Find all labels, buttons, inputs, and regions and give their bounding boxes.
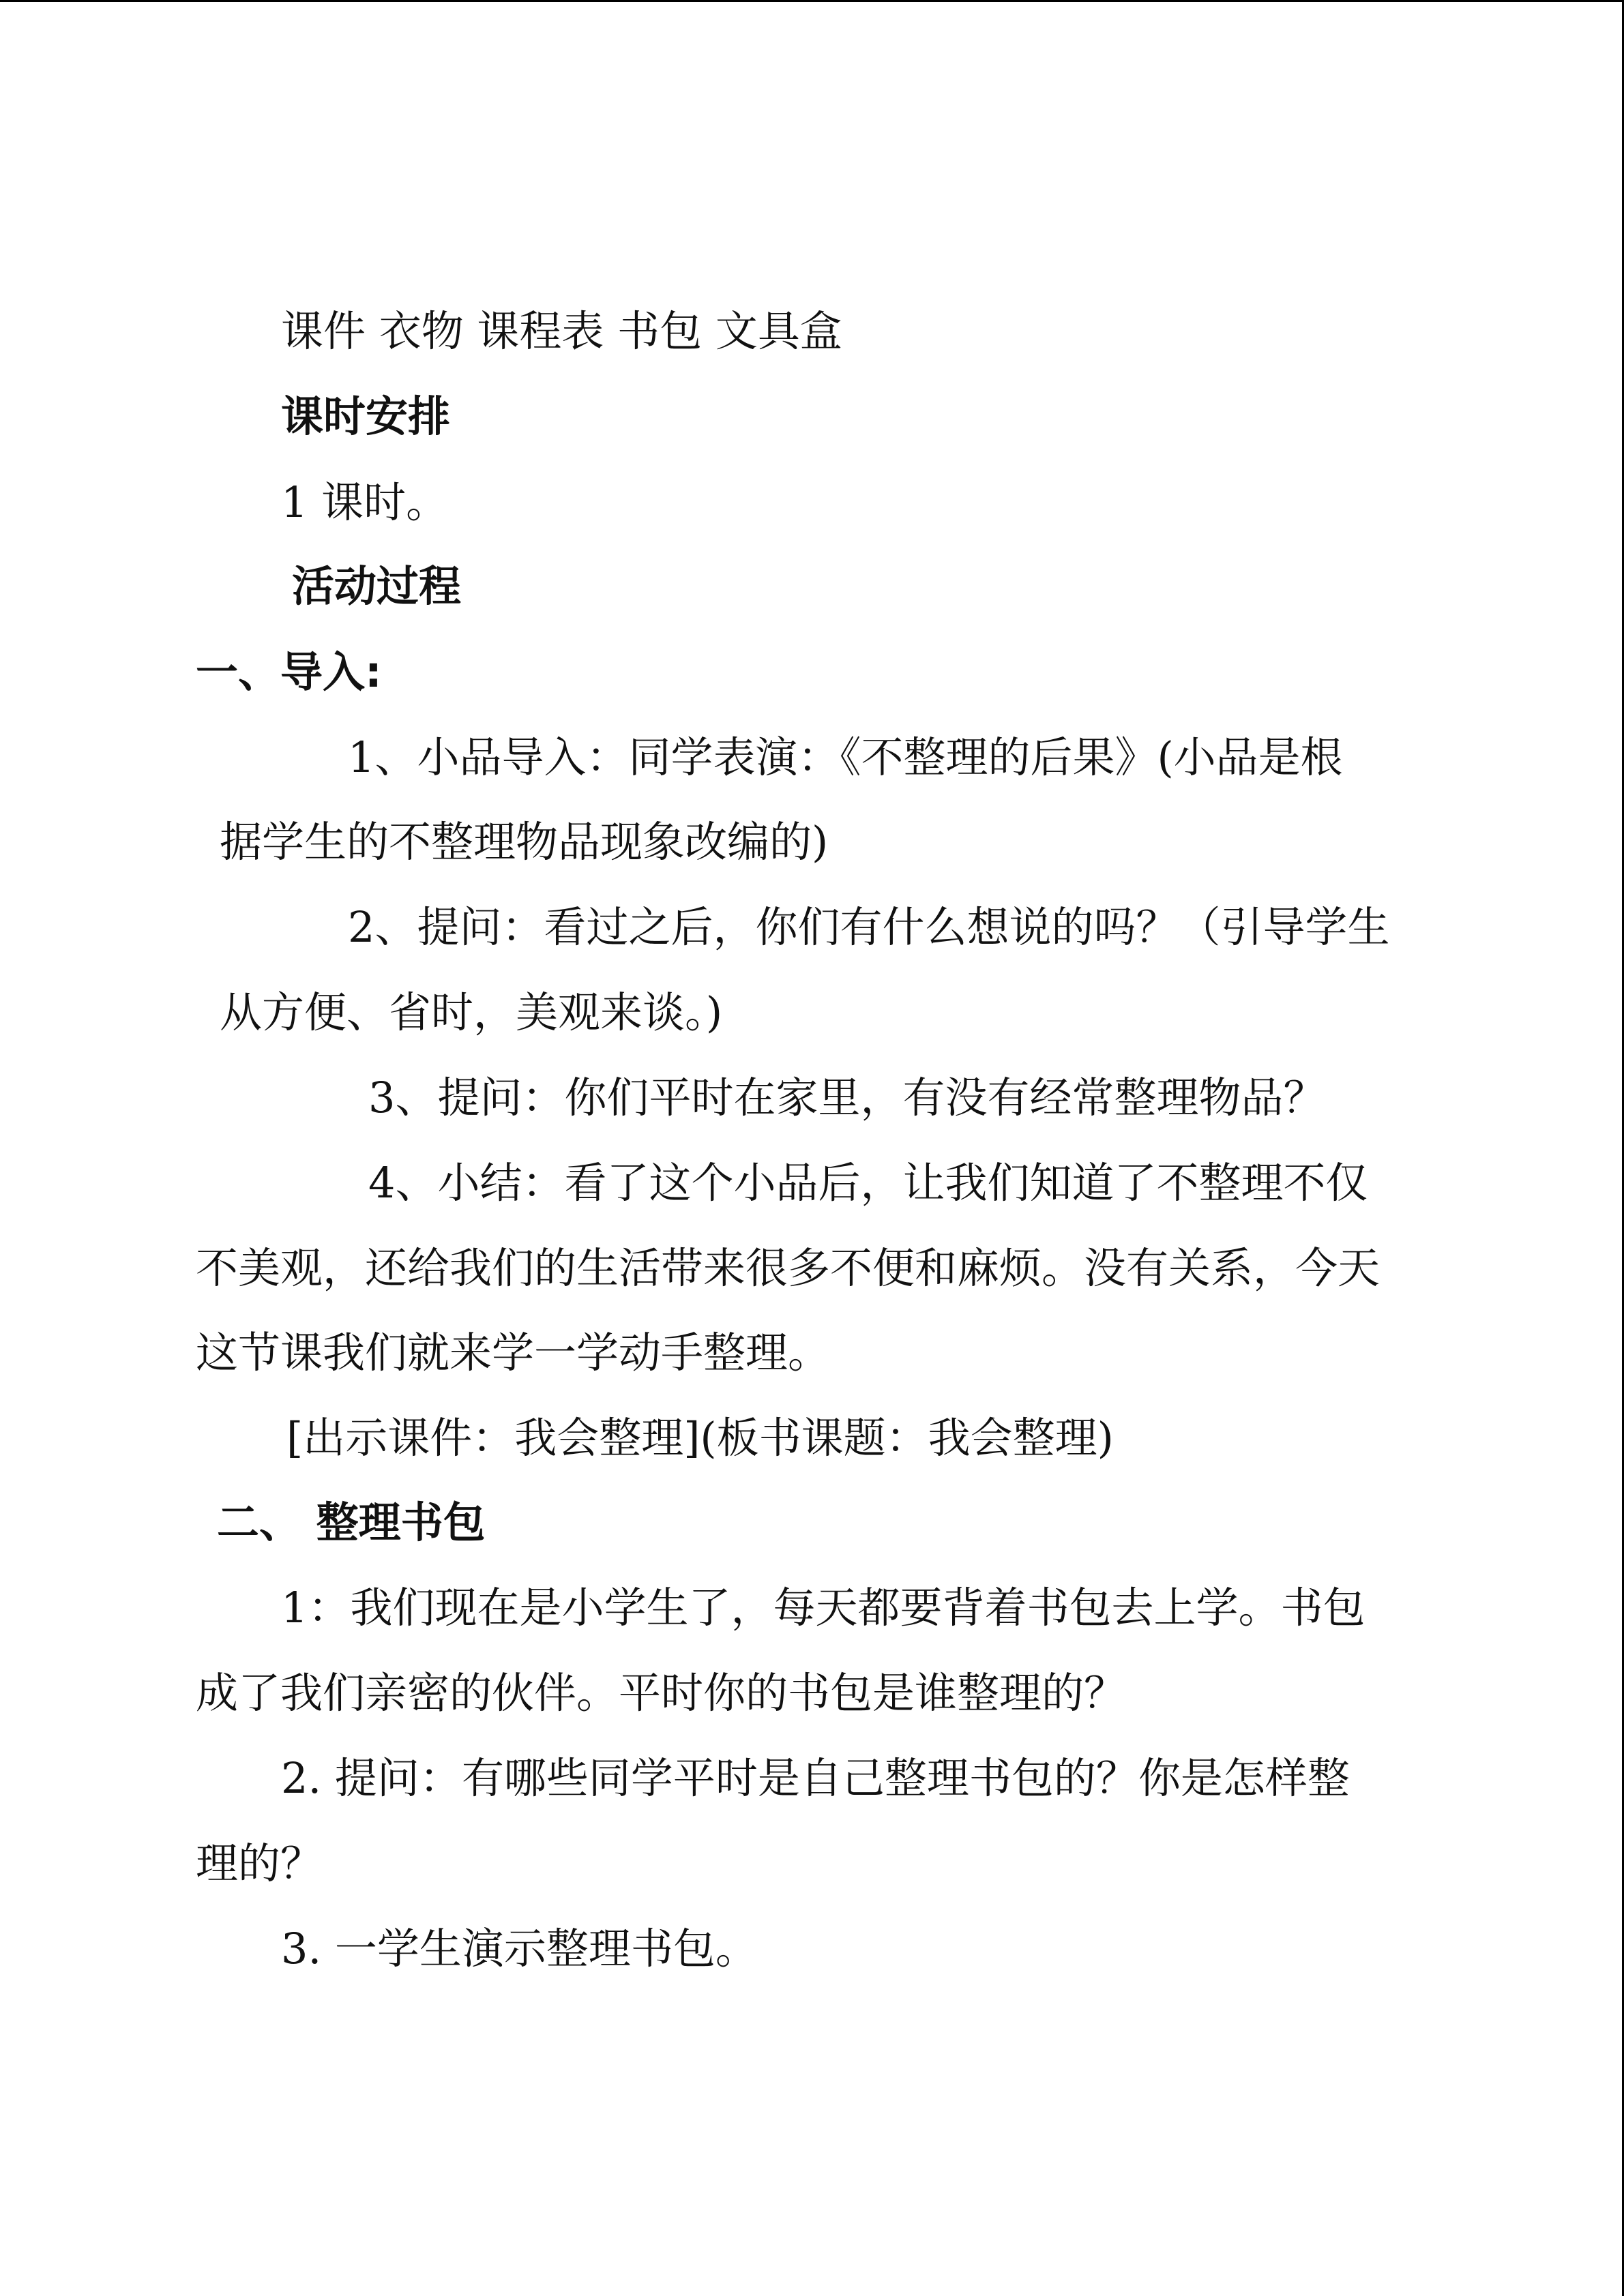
section-2-paragraph-2-line-1: 2. 提问：有哪些同学平时是自己整理书包的？你是怎样整 (281, 1753, 1350, 1803)
paragraph-4-line-2: 不美观，还给我们的生活带来很多不便和麻烦。没有关系，今天 (196, 1243, 1381, 1293)
section-2-paragraph-1-line-1: 1：我们现在是小学生了，每天都要背着书包去上学。书包 (281, 1583, 1365, 1632)
paragraph-5-line-1: [出示课件：我会整理](板书课题：我会整理) (286, 1413, 1114, 1463)
section-2-paragraph-1-line-2: 成了我们亲密的伙伴。平时你的书包是谁整理的？ (196, 1668, 1127, 1718)
paragraph-1-line-1: 1、小品导入：同学表演：《不整理的后果》(小品是根 (348, 732, 1343, 782)
paragraph-4-line-3: 这节课我们就来学一学动手整理。 (196, 1328, 831, 1377)
heading-process: 活动过程 (292, 561, 462, 611)
materials-line: 课件 衣物 课程表 书包 文具盒 (281, 306, 842, 356)
paragraph-2-line-2: 从方便、省时，美观来谈。) (220, 987, 723, 1037)
schedule-value: 1 课时。 (281, 477, 449, 527)
heading-section-2: 二、 整理书包 (217, 1497, 486, 1547)
section-2-paragraph-3-line-1: 3. 一学生演示整理书包。 (281, 1924, 758, 1973)
section-2-paragraph-2-line-2: 理的？ (196, 1838, 323, 1888)
paragraph-2-line-1: 2、提问：看过之后，你们有什么想说的吗？（引导学生 (348, 902, 1390, 952)
paragraph-4-line-1: 4、小结：看了这个小品后，让我们知道了不整理不仅 (368, 1158, 1368, 1208)
paragraph-1-line-2: 据学生的不整理物品现象改编的) (220, 817, 829, 867)
heading-schedule: 课时安排 (281, 391, 451, 441)
heading-section-1: 一、导入: (196, 647, 382, 697)
paragraph-3-line-1: 3、提问：你们平时在家里，有没有经常整理物品？ (368, 1073, 1326, 1122)
